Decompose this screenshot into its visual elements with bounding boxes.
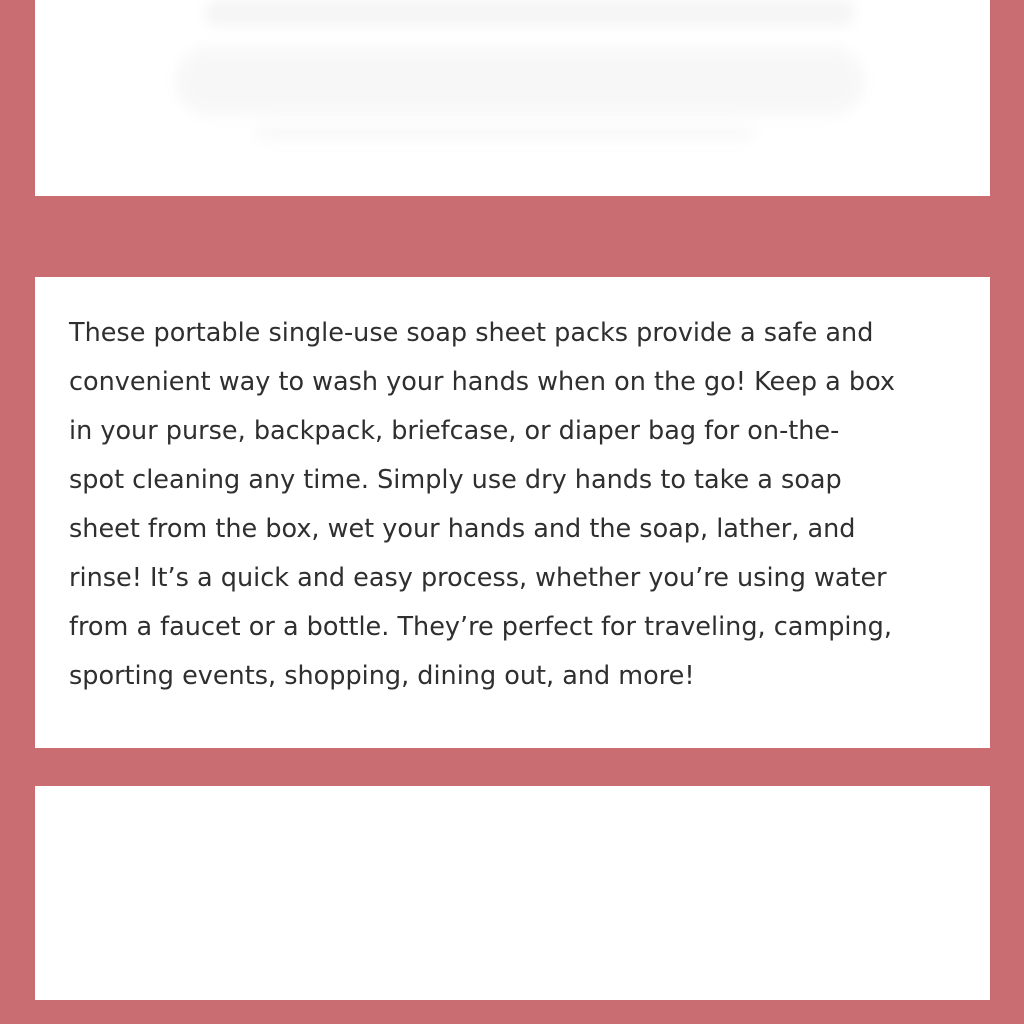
description-line: spot cleaning any time. Simply use dry hands to take a soap xyxy=(69,465,842,495)
description-line: convenient way to wash your hands when on the go! Keep a box xyxy=(69,367,896,397)
faded-top-content xyxy=(175,46,865,116)
description-line: sheet from the box, wet your hands and the soap, lather, and xyxy=(69,514,856,544)
faded-top-content xyxy=(205,0,855,26)
product-description xyxy=(69,309,956,701)
bottom-image-panel xyxy=(35,786,990,1000)
description-line: in your purse, backpack, briefcase, or diaper bag for on-the- xyxy=(69,416,840,446)
description-line: These portable single-use soap sheet packs provide a safe and xyxy=(69,318,874,348)
top-image-panel xyxy=(35,0,990,196)
faded-top-content xyxy=(255,124,755,142)
description-line: from a faucet or a bottle. They’re perfect for traveling, camping, xyxy=(69,612,892,642)
description-line: sporting events, shopping, dining out, and more! xyxy=(69,661,695,691)
description-panel xyxy=(35,277,990,748)
description-line: rinse! It’s a quick and easy process, whether you’re using water xyxy=(69,563,887,593)
